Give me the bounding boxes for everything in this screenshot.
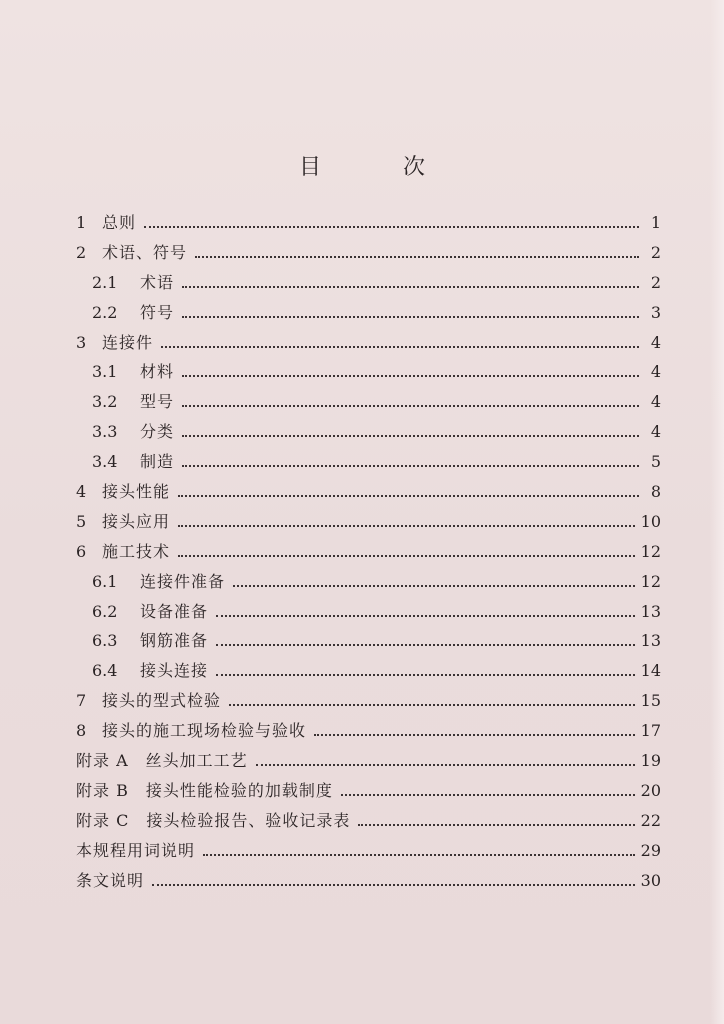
toc-entry-label: 型号 (140, 392, 175, 412)
toc-entry-label: 设备准备 (140, 601, 209, 621)
toc-entry-number: 3.1 (92, 362, 118, 382)
dot-leader (178, 495, 639, 497)
toc-entry[interactable] (76, 716, 661, 746)
toc-entry-page: 4 (650, 422, 661, 442)
toc-entry-number: 1 (76, 212, 87, 232)
toc-entry-label: 条文说明 (76, 870, 145, 890)
dot-leader (182, 435, 639, 437)
toc-entry-number: 6.1 (92, 571, 118, 591)
dot-leader (256, 764, 635, 766)
toc-entry-page: 13 (640, 631, 661, 651)
toc-entry[interactable] (76, 866, 661, 896)
toc-entry-page: 12 (640, 571, 661, 591)
toc-entry-label: 符号 (140, 302, 175, 322)
toc-entry-number: 3.3 (92, 422, 118, 442)
dot-leader (195, 256, 639, 258)
toc-entry-appendix[interactable] (76, 806, 661, 836)
toc-entry-label: 钢筋准备 (140, 631, 209, 651)
toc-entry-page: 4 (650, 392, 661, 412)
toc-entry-number: 2 (76, 242, 87, 262)
toc-entry-number: 4 (76, 481, 87, 501)
toc-entry-page: 17 (640, 721, 661, 741)
toc-entry-number: 5 (76, 511, 87, 531)
toc-entry-label: 总则 (102, 212, 137, 232)
toc-entry-page: 8 (650, 481, 661, 501)
dot-leader (178, 525, 635, 527)
toc-entry-page: 3 (650, 302, 661, 322)
toc-entry[interactable] (76, 447, 661, 477)
toc-entry-label: 接头应用 (102, 511, 171, 531)
toc-entry-page: 1 (650, 212, 661, 232)
toc-entry[interactable] (76, 597, 661, 627)
toc-entry-page: 5 (650, 452, 661, 472)
toc-entry-page: 10 (640, 511, 661, 531)
toc-entry-number: 3 (76, 332, 87, 352)
dot-leader (182, 316, 639, 318)
toc-entry-page: 20 (640, 780, 661, 800)
toc-entry-number: 6.3 (92, 631, 118, 651)
toc-entry-label: 连接件准备 (140, 571, 226, 591)
dot-leader (233, 585, 635, 587)
toc-entry-label: 连接件 (102, 332, 154, 352)
toc-entry-page: 12 (640, 541, 661, 561)
toc-entry-page: 22 (640, 810, 661, 830)
toc-entry-page: 13 (640, 601, 661, 621)
toc-entry-appendix[interactable] (76, 746, 661, 776)
toc-entry-label: 分类 (140, 422, 175, 442)
toc-entry-number: 6 (76, 541, 87, 561)
toc-entry-label: 术语、符号 (102, 242, 188, 262)
dot-leader (216, 615, 635, 617)
toc-entry-label: 本规程用词说明 (76, 840, 196, 860)
dot-leader (216, 644, 635, 646)
toc-entry[interactable] (76, 507, 661, 537)
toc-entry[interactable] (76, 537, 661, 567)
toc-entry-label: 接头连接 (140, 661, 209, 681)
dot-leader (182, 405, 639, 407)
dot-leader (182, 465, 639, 467)
toc-entry[interactable] (76, 567, 661, 597)
toc-entry-label: 附录 A 丝头加工工艺 (76, 750, 248, 770)
toc-entry-number: 6.2 (92, 601, 118, 621)
toc-entry[interactable] (76, 686, 661, 716)
dot-leader (341, 794, 635, 796)
toc-entry-number: 3.4 (92, 452, 118, 472)
dot-leader (161, 346, 639, 348)
table-of-contents (76, 208, 661, 895)
toc-entry[interactable] (76, 417, 661, 447)
dot-leader (152, 884, 635, 886)
toc-entry-label: 制造 (140, 452, 175, 472)
toc-entry-page: 30 (640, 870, 661, 890)
toc-entry-number: 2.2 (92, 302, 118, 322)
toc-entry-page: 4 (650, 332, 661, 352)
dot-leader (144, 226, 639, 228)
toc-entry[interactable] (76, 238, 661, 268)
toc-entry[interactable] (76, 477, 661, 507)
dot-leader (216, 674, 635, 676)
toc-entry-label: 接头性能 (102, 481, 171, 501)
toc-entry[interactable] (76, 387, 661, 417)
toc-entry-page: 4 (650, 362, 661, 382)
toc-entry[interactable] (76, 836, 661, 866)
toc-entry-label: 施工技术 (102, 541, 171, 561)
dot-leader (203, 854, 635, 856)
dot-leader (358, 824, 634, 826)
toc-entry-page: 14 (640, 661, 661, 681)
toc-entry[interactable] (76, 268, 661, 298)
toc-entry-label: 接头的型式检验 (102, 691, 222, 711)
dot-leader (182, 375, 639, 377)
toc-entry[interactable] (76, 357, 661, 387)
dot-leader (229, 704, 635, 706)
toc-entry-number: 8 (76, 721, 87, 741)
toc-entry[interactable] (76, 656, 661, 686)
toc-entry[interactable] (76, 328, 661, 358)
toc-entry-appendix[interactable] (76, 776, 661, 806)
toc-entry-number: 3.2 (92, 392, 118, 412)
toc-entry[interactable] (76, 208, 661, 238)
toc-entry-label: 附录 B 接头性能检验的加载制度 (76, 780, 333, 800)
toc-entry-page: 19 (640, 750, 661, 770)
toc-entry-number: 7 (76, 691, 87, 711)
toc-entry[interactable] (76, 626, 661, 656)
toc-entry-page: 29 (640, 840, 661, 860)
toc-entry-label: 术语 (140, 272, 175, 292)
toc-entry-number: 6.4 (92, 661, 118, 681)
toc-entry-label: 接头的施工现场检验与验收 (102, 721, 307, 741)
dot-leader (178, 555, 635, 557)
toc-entry-number: 2.1 (92, 272, 118, 292)
toc-entry-page: 2 (650, 242, 661, 262)
toc-entry-label: 附录 C 接头检验报告、验收记录表 (76, 810, 351, 830)
toc-entry-page: 15 (640, 691, 661, 711)
page-title: 目 次 (298, 155, 455, 180)
toc-entry-label: 材料 (140, 362, 175, 382)
toc-entry[interactable] (76, 298, 661, 328)
dot-leader (182, 286, 639, 288)
toc-entry-page: 2 (650, 272, 661, 292)
dot-leader (314, 734, 635, 736)
